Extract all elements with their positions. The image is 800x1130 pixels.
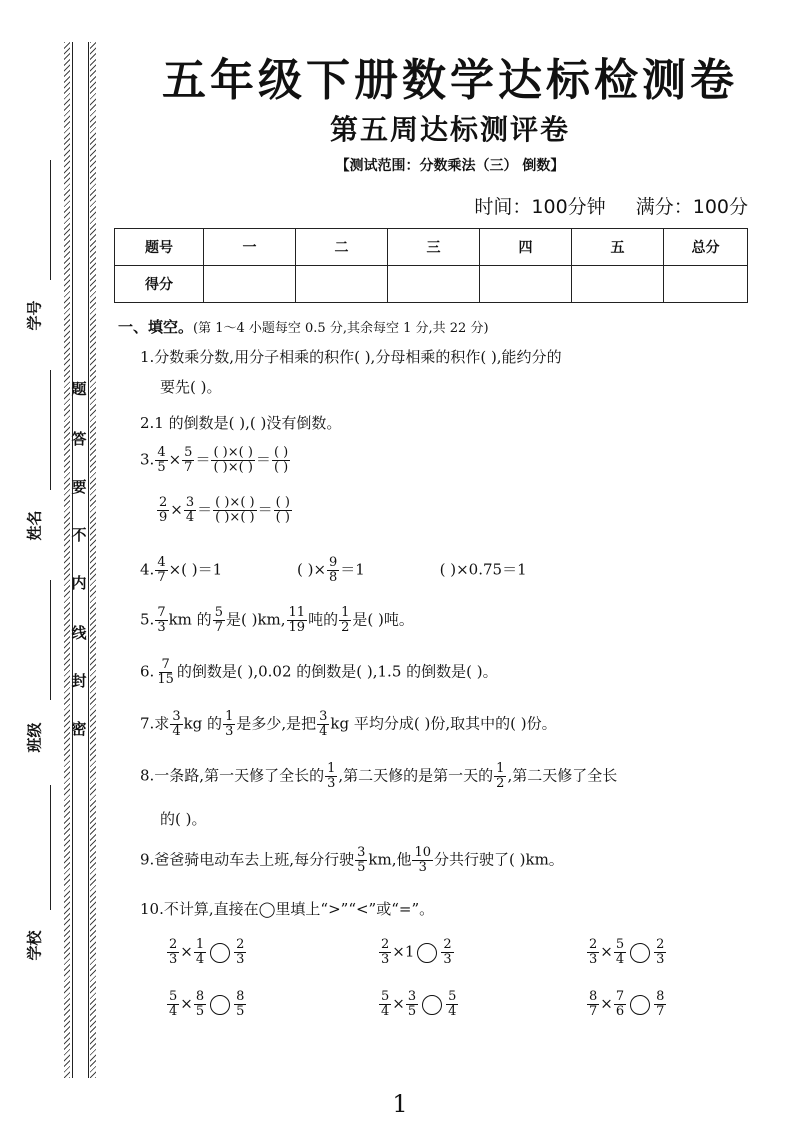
section-title: 一、填空。(第 1～4 小题每空 0.5 分,其余每空 1 分,共 22 分)	[118, 318, 489, 336]
compare-item: $\frac{2}{3}$ ×1 $\frac{2}{3}$	[381, 937, 452, 967]
question-3-line1: 3. $\frac{4}{5}$ × $\frac{5}{7}$ ＝ $\frac{( )\times( )}{( )\times( )}$ ＝ $\frac{( )}{( )}$	[140, 445, 289, 475]
seal-word: 答	[71, 430, 87, 448]
question-2: 2.1 的倒数是( ),( )没有倒数。	[140, 414, 342, 432]
question-9: 9.爸爸骑电动车去上班,每分行驶 $\frac{3}{5}$ km,他 $\frac{10}{3}$ 分共行驶了( )km。	[140, 845, 564, 875]
question-8-line2: 的( )。	[160, 810, 207, 828]
question-1-line2: 要先( )。	[160, 378, 222, 396]
compare-item: $\frac{2}{3}$ × $\frac{1}{4}$ $\frac{2}{3}$	[169, 937, 245, 967]
answer-circle[interactable]	[630, 943, 650, 963]
class-label: 班级	[25, 722, 44, 753]
page-number: 1	[392, 1090, 408, 1118]
score-input-cell[interactable]	[572, 266, 664, 303]
answer-circle[interactable]	[630, 995, 650, 1015]
hatch-pattern-left	[64, 42, 70, 1078]
time-limit: 时间：100分钟	[474, 196, 606, 218]
question-1-line1: 1.分数乘分数,用分子相乘的积作( ),分母相乘的积作( ),能约分的	[140, 348, 562, 366]
score-input-cell[interactable]	[388, 266, 480, 303]
section-note: (第 1～4 小题每空 0.5 分,其余每空 1 分,共 22 分)	[193, 321, 489, 336]
compare-item: $\frac{5}{4}$ × $\frac{3}{5}$ $\frac{5}{4}$	[381, 989, 457, 1019]
compare-item: $\frac{5}{4}$ × $\frac{8}{5}$ $\frac{8}{5}$	[169, 989, 245, 1019]
question-3-line2: $\frac{2}{9}$ × $\frac{3}{4}$ ＝ $\frac{( )\times( )}{( )\times( )}$ ＝ $\frac{( )}{( )}$	[159, 495, 290, 525]
seal-line-right	[88, 42, 89, 1078]
seal-word: 题	[71, 380, 87, 398]
score-input-cell[interactable]	[204, 266, 296, 303]
table-cell: 得分	[115, 266, 204, 303]
table-cell: 总分	[664, 229, 748, 266]
table-cell: 二	[296, 229, 388, 266]
seal-word: 内	[71, 574, 87, 592]
seal-word: 要	[71, 478, 87, 496]
binding-strip	[62, 42, 98, 1078]
question-7: 7.求 $\frac{3}{4}$ kg 的 $\frac{1}{3}$ 是多少,是把 $\frac{3}{4}$ kg 平均分成( )份,取其中的( )份。	[140, 709, 557, 739]
question-10: 10.不计算,直接在◯里填上“>”“<”或“=”。	[140, 900, 435, 918]
seal-word: 密	[71, 720, 87, 738]
table-cell: 题号	[115, 229, 204, 266]
answer-circle[interactable]	[422, 995, 442, 1015]
table-cell: 五	[572, 229, 664, 266]
name-label: 姓名	[25, 510, 44, 541]
test-range: 【测试范围：分数乘法（三） 倒数】	[335, 158, 565, 174]
class-blank[interactable]	[50, 580, 51, 700]
seal-word: 不	[71, 526, 87, 544]
answer-circle[interactable]	[417, 943, 437, 963]
question-4: 4. $\frac{4}{7}$ ×( )＝1 ( )× $\frac{9}{8}$ ＝1 ( )×0.75＝1	[140, 555, 527, 585]
compare-item: $\frac{2}{3}$ × $\frac{5}{4}$ $\frac{2}{3}$	[589, 937, 665, 967]
score-input-cell[interactable]	[480, 266, 572, 303]
score-table	[114, 228, 748, 303]
answer-circle[interactable]	[210, 943, 230, 963]
school-label: 学校	[25, 930, 44, 961]
name-blank[interactable]	[50, 370, 51, 490]
seal-line-left	[72, 42, 73, 1078]
student-id-label: 学号	[25, 300, 44, 331]
page-title: 五年级下册数学达标检测卷	[162, 55, 738, 106]
question-5: 5. $\frac{7}{3}$ km 的 $\frac{5}{7}$ 是( )km, $\frac{11}{19}$ 吨的 $\frac{1}{2}$ 是( )吨。	[140, 605, 414, 635]
answer-circle[interactable]	[210, 995, 230, 1015]
compare-item: $\frac{8}{7}$ × $\frac{7}{6}$ $\frac{8}{7}$	[589, 989, 665, 1019]
score-input-cell[interactable]	[296, 266, 388, 303]
student-id-blank[interactable]	[50, 160, 51, 280]
question-8-line1: 8.一条路,第一天修了全长的 $\frac{1}{3}$ ,第二天修的是第一天的 $\frac{1}{2}$ ,第二天修了全长	[140, 761, 618, 791]
hatch-pattern-right	[90, 42, 96, 1078]
score-input-cell[interactable]	[664, 266, 748, 303]
table-cell: 一	[204, 229, 296, 266]
table-cell: 四	[480, 229, 572, 266]
table-row	[115, 229, 748, 266]
school-blank[interactable]	[50, 785, 51, 910]
page-subtitle: 第五周达标测评卷	[329, 113, 570, 146]
seal-word: 封	[71, 672, 87, 690]
table-cell: 三	[388, 229, 480, 266]
time-info	[450, 192, 748, 219]
table-row	[115, 266, 748, 303]
full-score: 满分：100分	[635, 196, 748, 218]
question-6: 6. $\frac{7}{15}$ 的倒数是( ),0.02 的倒数是( ),1.5 的倒数是( )。	[140, 657, 498, 687]
seal-word: 线	[71, 624, 87, 642]
